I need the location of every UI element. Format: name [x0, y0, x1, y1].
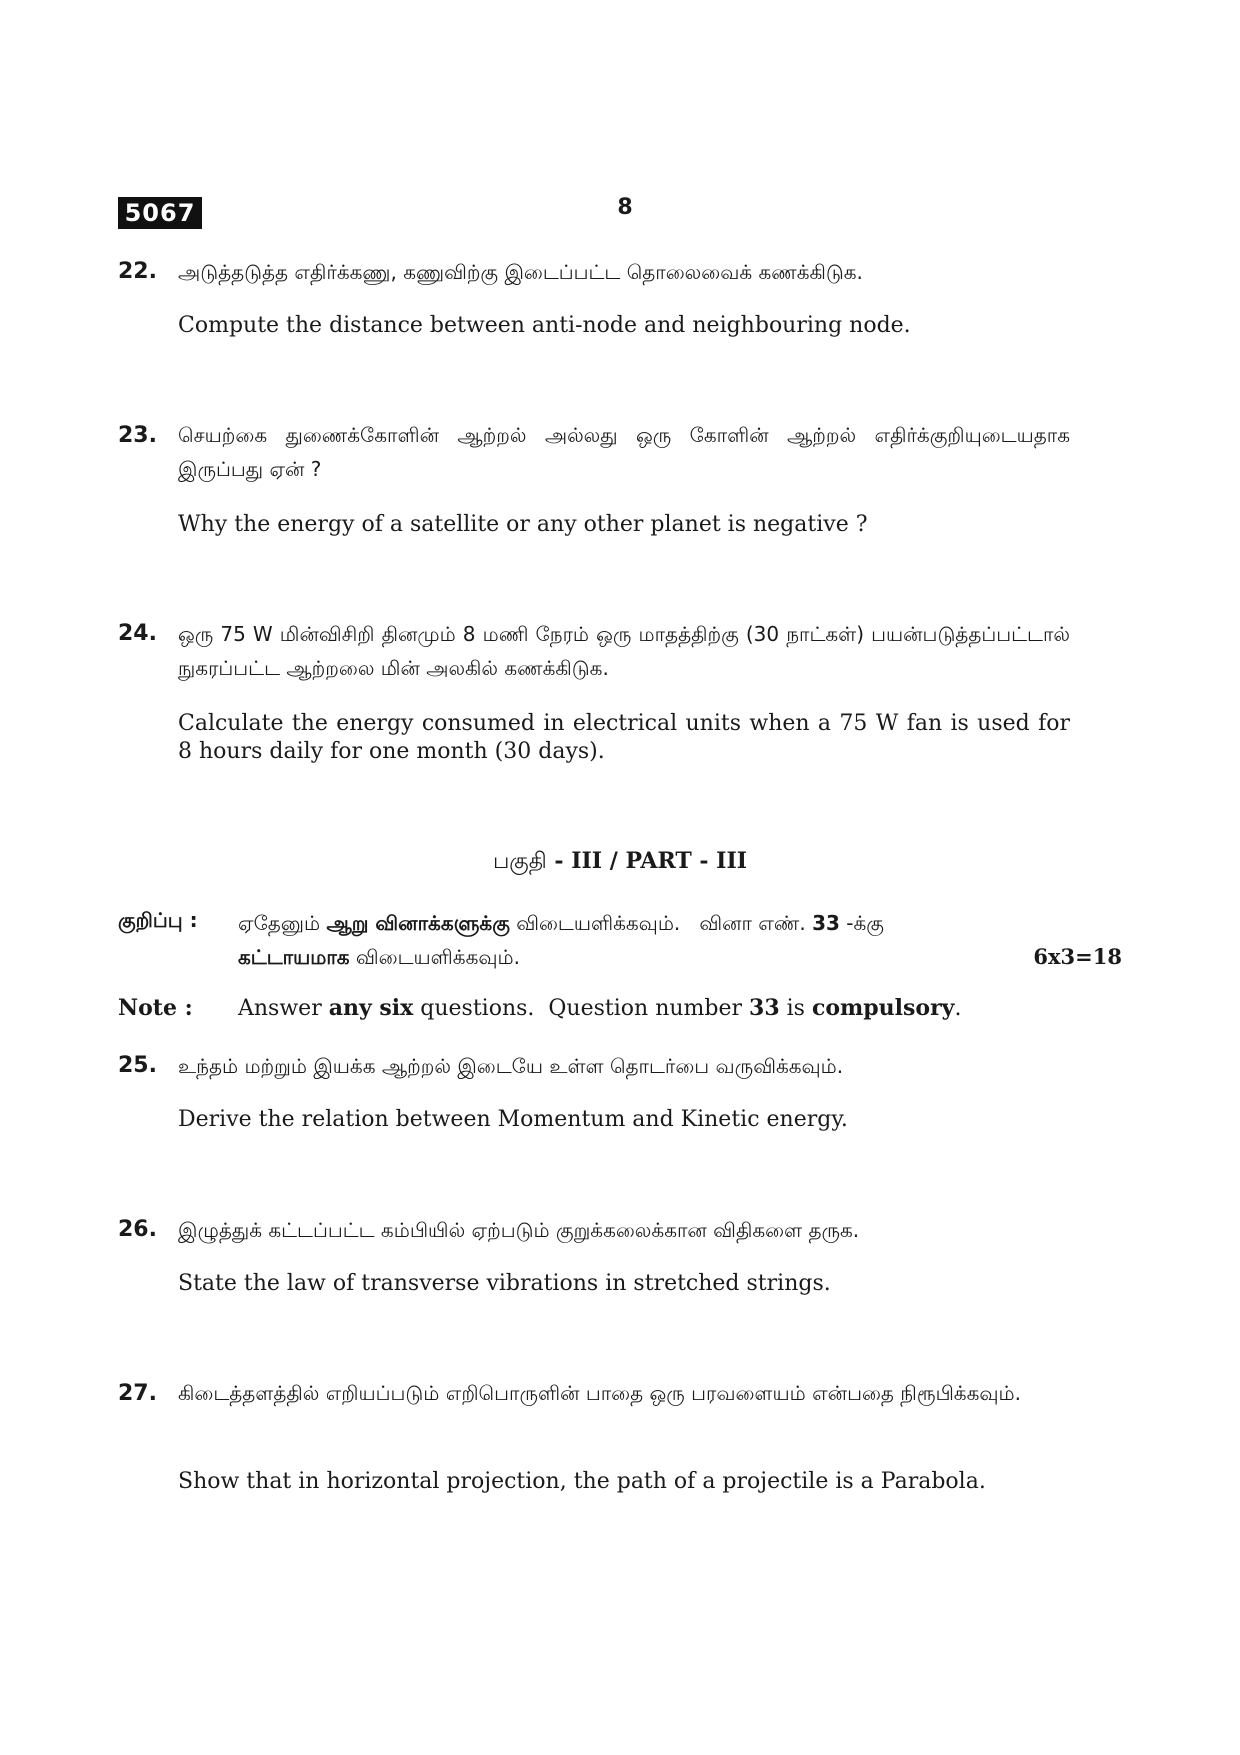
- question-number: 25.: [118, 1053, 157, 1078]
- note-text: -க்கு: [839, 911, 884, 935]
- note-emphasis: any six: [328, 995, 414, 1021]
- section-title: - III / PART - III: [546, 848, 748, 874]
- question-tamil-text: அடுத்தடுத்த எதிர்க்கணு, கணுவிற்கு இடைப்பட்ட தொலைவைக் கணக்கிடுக.: [178, 260, 863, 284]
- note-text: is: [779, 996, 812, 1021]
- question-number: 23.: [118, 423, 157, 448]
- note-text: Answer: [238, 996, 329, 1021]
- note-label-english: Note :: [118, 995, 193, 1021]
- note-emphasis: கட்டாயமாக: [238, 945, 350, 969]
- question-tamil-text: செயற்கை துணைக்கோளின் ஆற்றல் அல்லது ஒரு கோளின் ஆற்றல் எதிர்க்குறியுடையதாக இருப்பது ஏன் ?: [178, 423, 1070, 481]
- note-tamil-text: [238, 906, 1070, 974]
- question-tamil-text: கிடைத்தளத்தில் எறியப்படும் எறிபொருளின் பாதை ஒரு பரவளையம் என்பதை நிரூபிக்கவும்.: [178, 1381, 1021, 1405]
- question-tamil-text: ஒரு 75 W மின்விசிறி தினமும் 8 மணி நேரம் ஒரு மாதத்திற்கு (30 நாட்கள்) பயன்படுத்தப்பட்டால் நுகரப்பட்ட ஆற்றலை மின் அலகில் கணக்கிடுக.: [178, 622, 1070, 680]
- note-emphasis: compulsory: [811, 995, 955, 1021]
- question-tamil-text: உந்தம் மற்றும் இயக்க ஆற்றல் இடையே உள்ள தொடர்பை வருவிக்கவும்.: [178, 1054, 844, 1078]
- question-number: 27.: [118, 1381, 157, 1406]
- paper-code-badge: 5067: [118, 197, 202, 229]
- note-text: விடையளிக்கவும்.: [349, 945, 520, 969]
- note-text: விடையளிக்கவும். வினா எண்.: [509, 911, 813, 935]
- note-text: ஏதேனும்: [238, 911, 327, 935]
- section-tamil-prefix: பகுதி: [492, 849, 547, 874]
- section-heading: [0, 848, 1240, 877]
- page-number: 8: [617, 195, 633, 220]
- note-emphasis: ஆறு வினாக்களுக்கு: [326, 911, 510, 935]
- note-english-text: [238, 995, 1088, 1021]
- question-english-text: Derive the relation between Momentum and Kinetic energy.: [178, 1107, 848, 1132]
- question-english-text: Compute the distance between anti-node and neighbouring node.: [178, 313, 911, 338]
- question-english-text: Why the energy of a satellite or any other planet is negative ?: [178, 512, 868, 537]
- note-emphasis: 33: [812, 911, 840, 935]
- question-number: 26.: [118, 1217, 157, 1242]
- question-english-text: Calculate the energy consumed in electrical units when a 75 W fan is used for 8 hours daily for one month (30 days).: [178, 711, 1070, 764]
- marks-scheme: 6x3=18: [1033, 944, 1122, 969]
- question-english-text: State the law of transverse vibrations in stretched strings.: [178, 1271, 831, 1296]
- question-tamil-text: இழுத்துக் கட்டப்பட்ட கம்பியில் ஏற்படும் குறுக்கலைக்கான விதிகளை தருக.: [178, 1218, 860, 1242]
- note-emphasis: 33: [749, 995, 780, 1021]
- question-number: 24.: [118, 621, 157, 646]
- note-label-tamil: குறிப்பு :: [118, 908, 198, 932]
- note-text: questions. Question number: [413, 996, 750, 1021]
- question-english-text: Show that in horizontal projection, the path of a projectile is a Parabola.: [178, 1469, 986, 1494]
- question-number: 22.: [118, 259, 157, 284]
- note-text: .: [954, 996, 962, 1021]
